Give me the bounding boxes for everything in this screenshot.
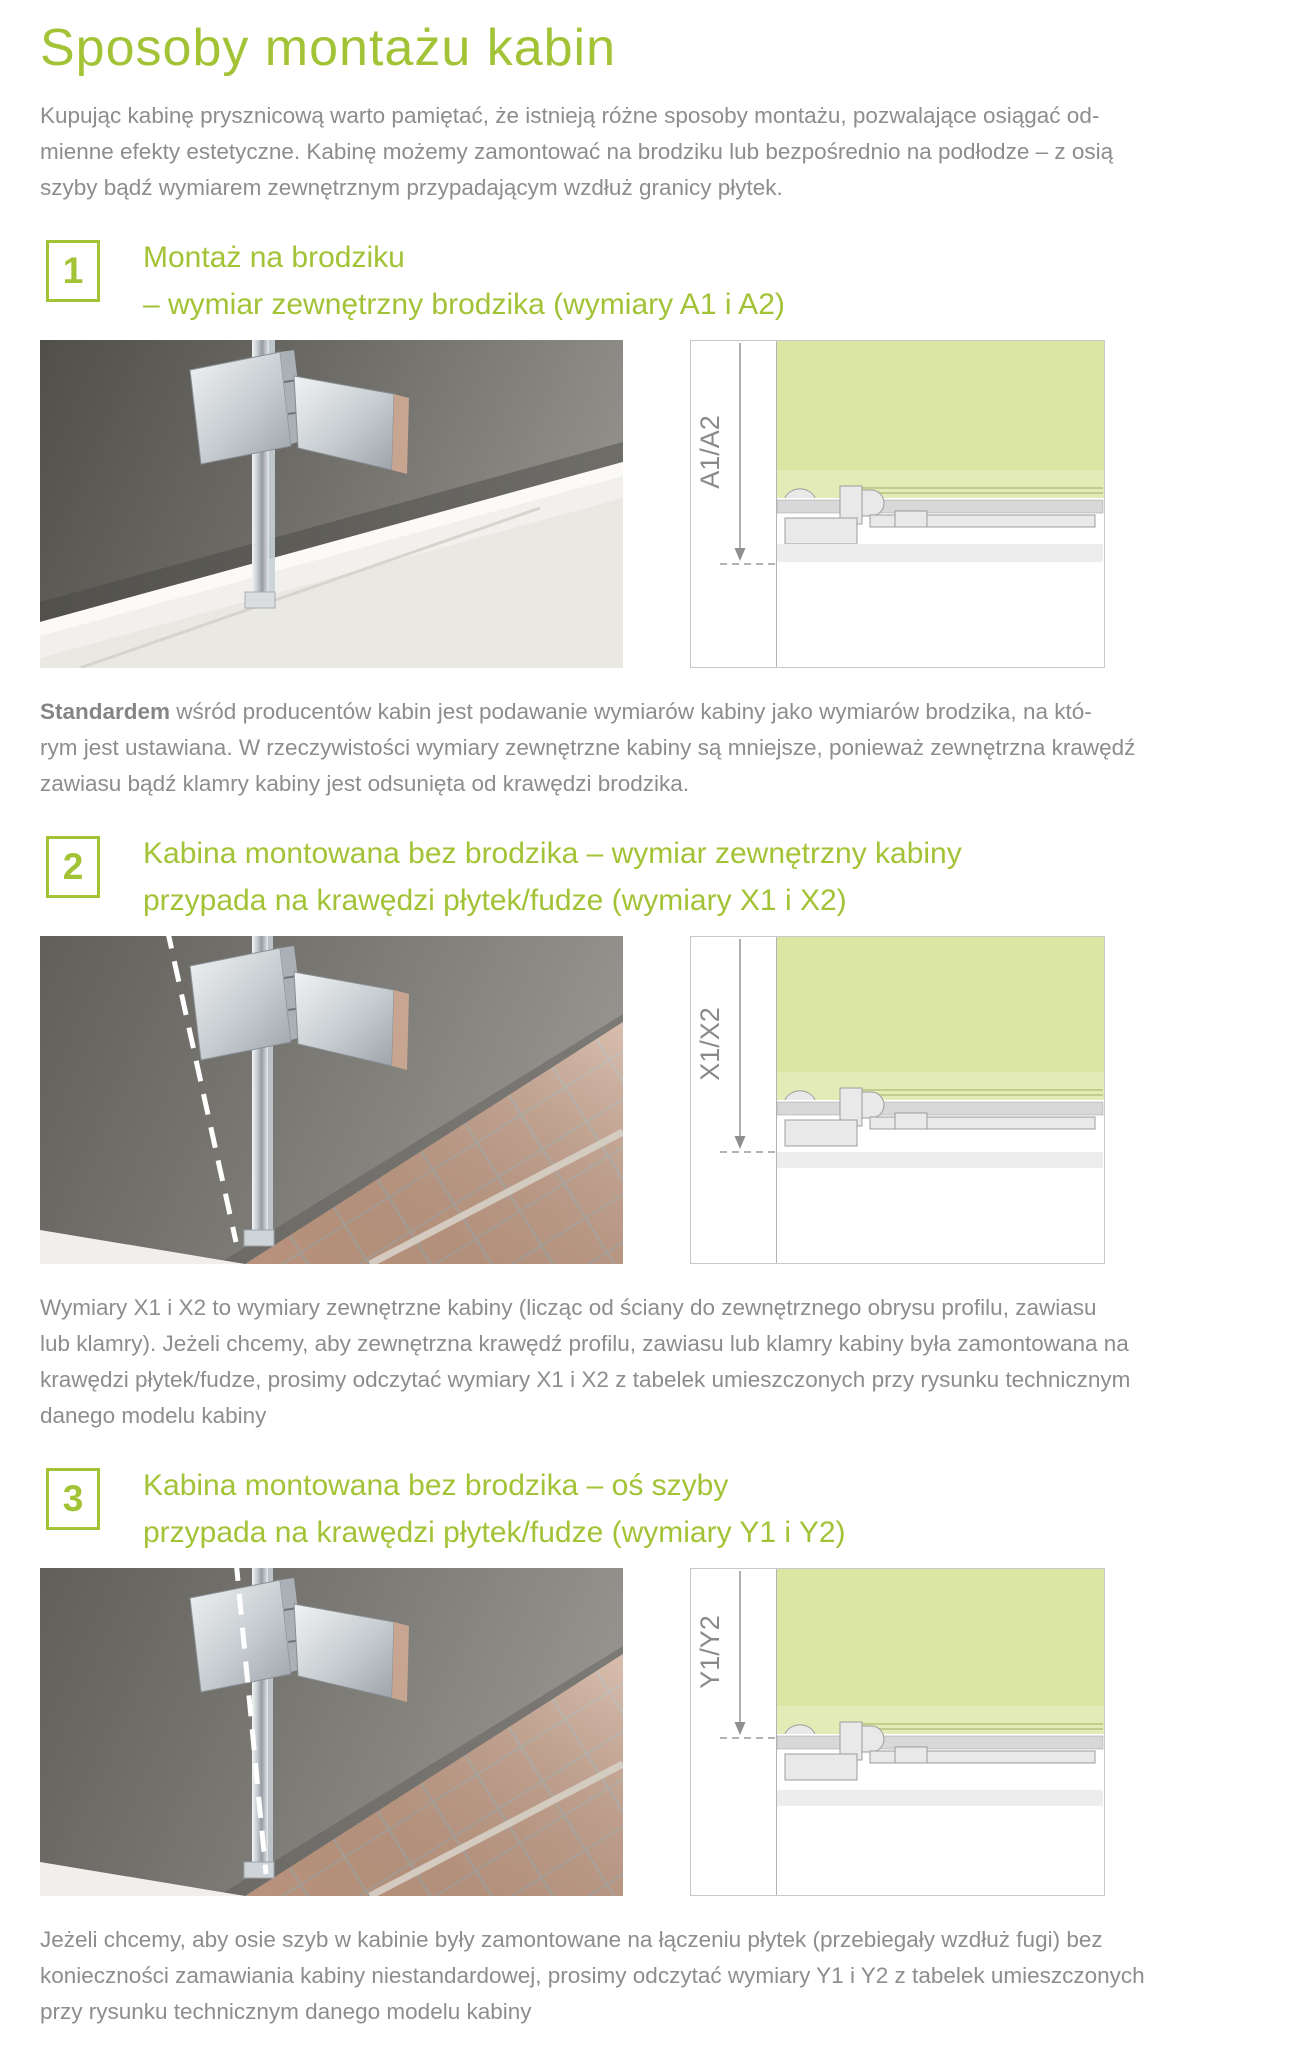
intro-line: szyby bądź wymiarem zewnętrznym przypadającym wzdłuż granicy płytek. (40, 175, 783, 200)
section-heading (143, 1462, 846, 1556)
photo-hinge-on-shower-tray (40, 340, 623, 668)
section-number-badge: 1 (46, 240, 100, 302)
section-heading-line2: przypada na krawędzi płytek/fudze (wymiary X1 i X2) (143, 884, 847, 917)
section-number-badge: 2 (46, 836, 100, 898)
section-heading (143, 830, 962, 924)
paragraph-line: danego modelu kabiny (40, 1403, 267, 1428)
section-2-figures (40, 936, 1262, 1264)
diagram-y1y2 (690, 1568, 1105, 1896)
section-2 (40, 830, 1262, 1434)
section-1 (40, 234, 1262, 802)
section-heading-line2: przypada na krawędzi płytek/fudze (wymiary Y1 i Y2) (143, 1516, 846, 1549)
photo-hinge-on-tiles-outer-edge (40, 936, 623, 1264)
diagram-dimension-label: Y1/Y2 (695, 1615, 725, 1689)
diagram-x1x2 (690, 936, 1105, 1264)
intro-paragraph (40, 98, 1262, 206)
section-1-figures (40, 340, 1262, 668)
section-1-header (40, 234, 1262, 328)
section-3 (40, 1462, 1262, 2030)
section-1-paragraph (40, 694, 1262, 802)
paragraph-line: krawędzi płytek/fudze, prosimy odczytać wymiary X1 i X2 z tabelek umieszczonych przy rysunku technicznym (40, 1367, 1131, 1392)
diagram-dimension-label: A1/A2 (695, 415, 725, 489)
diagram-dimension-label: X1/X2 (695, 1007, 725, 1081)
paragraph-line: lub klamry). Jeżeli chcemy, aby zewnętrzna krawędź profilu, zawiasu lub klamry kabiny była zamontowana na (40, 1331, 1129, 1356)
section-heading-line1: Kabina montowana bez brodzika – wymiar zewnętrzny kabiny (143, 837, 962, 870)
section-heading-line1: Montaż na brodziku (143, 241, 405, 274)
section-3-header (40, 1462, 1262, 1556)
section-3-figures (40, 1568, 1262, 1896)
section-heading-line2: – wymiar zewnętrzny brodzika (wymiary A1 i A2) (143, 288, 785, 321)
photo-hinge-on-tiles-glass-axis (40, 1568, 623, 1896)
intro-line: Kupując kabinę prysznicową warto pamiętać, że istnieją różne sposoby montażu, pozwalające osiągać od- (40, 103, 1100, 128)
paragraph-line: konieczności zamawiania kabiny niestandardowej, prosimy odczytać wymiary Y1 i Y2 z tabelek umieszczonych (40, 1963, 1145, 1988)
paragraph-line: Jeżeli chcemy, aby osie szyb w kabinie były zamontowane na łączeniu płytek (przebiegały wzdłuż fugi) bez (40, 1927, 1103, 1952)
section-2-header (40, 830, 1262, 924)
paragraph-line: rym jest ustawiana. W rzeczywistości wymiary zewnętrzne kabiny są mniejsze, ponieważ zewnętrzna krawędź (40, 735, 1136, 760)
section-2-paragraph (40, 1290, 1262, 1434)
paragraph-bold-lead: Standardem (40, 699, 171, 724)
paragraph-line: Standardem wśród producentów kabin jest podawanie wymiarów kabiny jako wymiarów brodzika, na któ- (40, 699, 1092, 724)
intro-line: mienne efekty estetyczne. Kabinę możemy zamontować na brodziku lub bezpośrednio na podłodze – z osią (40, 139, 1114, 164)
section-number-badge: 3 (46, 1468, 100, 1530)
page-title: Sposoby montażu kabin (40, 19, 617, 77)
paragraph-line: Wymiary X1 i X2 to wymiary zewnętrzne kabiny (licząc od ściany do zewnętrznego obrysu profilu, zawiasu (40, 1295, 1097, 1320)
paragraph-line: przy rysunku technicznym danego modelu kabiny (40, 1999, 532, 2024)
diagram-a1a2 (690, 340, 1105, 668)
paragraph-line: zawiasu bądź klamry kabiny jest odsunięta od krawędzi brodzika. (40, 771, 690, 796)
section-heading-line1: Kabina montowana bez brodzika – oś szyby (143, 1469, 729, 1502)
section-heading (143, 234, 785, 328)
section-3-paragraph (40, 1922, 1262, 2030)
